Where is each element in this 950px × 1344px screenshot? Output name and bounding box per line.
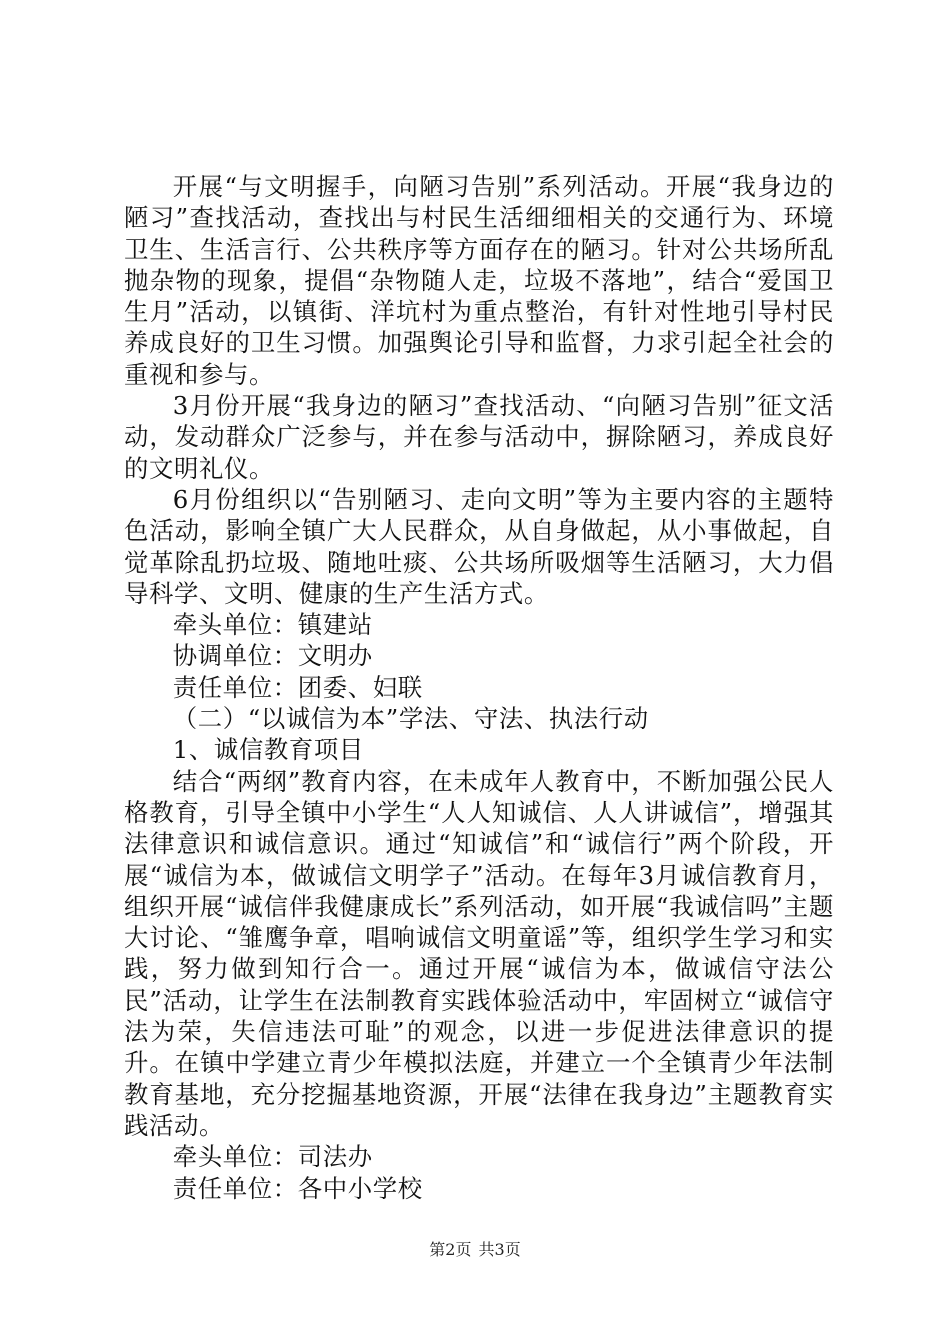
lead-unit-line-2: 牵头单位：司法办	[172, 1142, 373, 1172]
page-total: 共3页	[478, 1240, 521, 1259]
subsection-heading-integrity-education: 1、诚信教育项目	[172, 735, 364, 765]
paragraph-march-activity: 3月份开展“我身边的陋习”查找活动、“向陋习告别”征文活动，发动群众广泛参与，并在参与活动中，摒除陋习，养成良好的文明礼仪。	[124, 391, 834, 483]
paragraph-june-activity: 6月份组织以“告别陋习、走向文明”等为主要内容的主题特色活动，影响全镇广大人民群众，从自身做起，从小事做起，自觉革除乱扔垃圾、随地吐痰、公共场所吸烟等生活陋习，大力倡导科学、文明、健康的生产生活方式。	[124, 484, 834, 608]
page-footer	[0, 1240, 950, 1260]
responsible-unit-line: 责任单位：团委、妇联	[172, 672, 423, 702]
document-body	[124, 171, 834, 1204]
page-number: 第2页	[429, 1240, 472, 1259]
paragraph-integrity-education: 结合“两纲”教育内容，在未成年人教育中，不断加强公民人格教育，引导全镇中小学生“人人知诚信、人人讲诚信”，增强其法律意识和诚信意识。通过“知诚信”和“诚信行”两个阶段，开展“诚信为本，做诚信文明学子”活动。在每年3月诚信教育月，组织开展“诚信伴我健康成长”系列活动，如开展“我诚信吗”主题大讨论、“雏鹰争章，唱响诚信文明童谣”等，组织学生学习和实践，努力做到知行合一。通过开展“诚信为本，做诚信守法公民”活动，让学生在法制教育实践体验活动中，牢固树立“诚信守法为荣，失信违法可耻”的观念，以进一步促进法律意识的提升。在镇中学建立青少年模拟法庭，并建立一个全镇青少年法制教育基地，充分挖掘基地资源，开展“法律在我身边”主题教育实践活动。	[124, 766, 834, 1140]
responsible-unit-line-2: 责任单位：各中小学校	[172, 1173, 423, 1203]
lead-unit-line: 牵头单位：镇建站	[172, 610, 373, 640]
coordinating-unit-line: 协调单位：文明办	[172, 641, 373, 671]
paragraph-civility-campaign: 开展“与文明握手，向陋习告别”系列活动。开展“我身边的陋习”查找活动，查找出与村民生活细细相关的交通行为、环境卫生、生活言行、公共秩序等方面存在的陋习。针对公共场所乱抛杂物的现象，提倡“杂物随人走，垃圾不落地”，结合“爱国卫生月”活动，以镇街、洋坑村为重点整治，有针对性地引导村民养成良好的卫生习惯。加强舆论引导和监督，力求引起全社会的重视和参与。	[124, 172, 834, 389]
section-heading-integrity: （二）“以诚信为本”学法、守法、执法行动	[172, 704, 649, 734]
